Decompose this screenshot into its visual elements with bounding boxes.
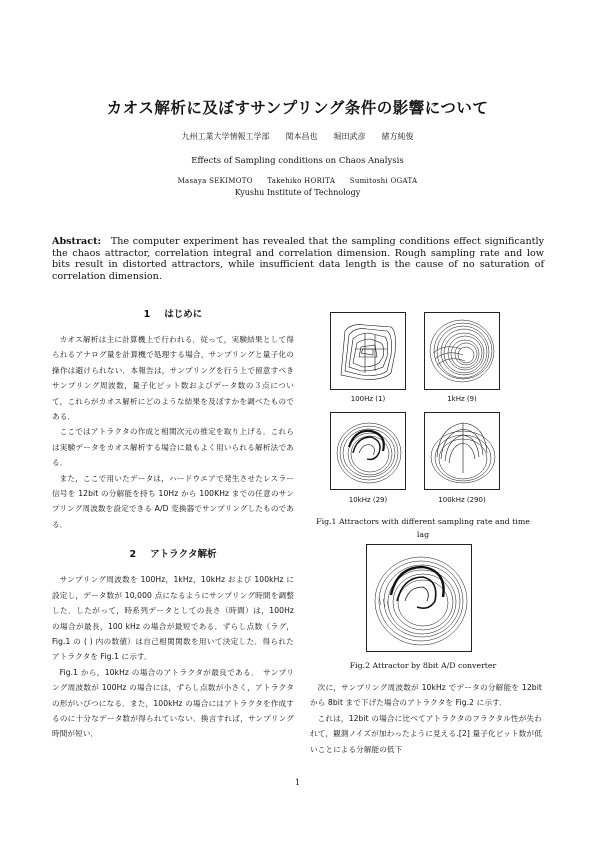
paragraph: ここではアトラクタの作成と相関次元の推定を取り上げる．これらは実験データをカオス解析する場合に最もよく用いられる解析法である． bbox=[52, 427, 294, 468]
attractor-8bit-icon bbox=[367, 545, 471, 651]
paper-title: カオス解析に及ぼすサンプリング条件の影響について bbox=[106, 99, 489, 117]
fig1-label: 10kHz (29) bbox=[348, 496, 388, 504]
section-2-body bbox=[52, 572, 294, 741]
figure-1-caption: Fig.1 Attractors with different sampling rate and time lag bbox=[316, 517, 530, 539]
paragraph: 次に，サンプリング周波数が 10kHz でデータの分解能を 12bit から 8bit まで下げた場合のアトラクタを Fig.2 に示す． bbox=[310, 683, 542, 708]
paragraph: Fig.1 から，10kHz の場合のアトラクタが最良である． サンプリング周波数が 100Hz の場合には，ずらし点数が小さく，アトラクタの形がいびつになる．また，100kHz の場合にはアトラクタを作成するのに十分なデータ数が得られていない．換言すれば，サンプリング時間が短い． bbox=[52, 667, 294, 739]
paragraph: カオス解析は主に計算機上で行われる．従って，実験結果として得られるアナログ量を計算機で処理する場合，サンプリングと量子化の操作は避けられない．本報告は，サンプリングを行う上で留意すべきサンプリング周波数，量子化ビット数およびデータ数の３点について，これらがカオス解析にどのような結果を及ぼすかを調べたものである． bbox=[52, 335, 294, 422]
japanese-authors: 九州工業大学情報工学部 関本昌也 堀田武彦 緒方純俊 bbox=[181, 132, 414, 141]
affiliation: Kyushu Institute of Technology bbox=[234, 188, 361, 197]
figure-2-plot bbox=[366, 544, 472, 652]
section-1-number: 1 bbox=[143, 309, 151, 320]
fig1-panel-100hz bbox=[330, 312, 406, 390]
left-column bbox=[52, 306, 294, 742]
abstract-label: Abstract: bbox=[52, 236, 102, 247]
section-1-title: はじめに bbox=[164, 309, 203, 320]
attractor-dense-icon bbox=[425, 313, 499, 389]
attractor-spiral-icon bbox=[331, 413, 405, 489]
english-title: Effects of Sampling conditions on Chaos Analysis bbox=[191, 156, 404, 166]
abstract bbox=[52, 236, 544, 282]
section-1-body bbox=[52, 332, 294, 532]
english-authors: Masaya SEKIMOTO Takehiko HORITA Sumitoshi OGATA bbox=[177, 177, 418, 185]
fig1-panel-10khz bbox=[330, 412, 406, 490]
attractor-distorted-icon bbox=[331, 313, 405, 389]
paragraph: サンプリング周波数を 100Hz，1kHz，10kHz および 100kHz に設定し，データ数が 10,000 点になるようにサンプリング時間を調整した．したがって，時系列データとしての長さ（時間）は，100Hz の場合が最長，100 kHz の場合が最短である．ずらし点数（ラグ，Fig.1 の ( ) 内の数値）は自己相関関数を用いて決定した．得られたアトラクタを Fig.1 に示す． bbox=[52, 575, 294, 662]
right-column-body bbox=[310, 680, 542, 757]
section-1-heading bbox=[52, 306, 294, 320]
section-2-title: アトラクタ解析 bbox=[150, 549, 217, 561]
fig1-panel-100khz bbox=[424, 412, 500, 490]
attractor-sparse-icon bbox=[425, 413, 499, 489]
fig1-label: 100kHz (290) bbox=[438, 496, 486, 504]
paragraph: これは，12bit の場合に比べてアトラクタのフラクタル性が失われて，観測ノイズが加わったように見える.[2] 量子化ビット数が低いことによる分解能の低下 bbox=[310, 713, 542, 754]
section-2-heading bbox=[52, 546, 294, 560]
section-2-number: 2 bbox=[129, 549, 137, 561]
figure-2-caption: Fig.2 Attractor by 8bit A/D converter bbox=[349, 661, 497, 670]
abstract-text: The computer experiment has revealed that the sampling conditions effect significantly the chaos attractor, correlation integral and correlation dimension. Rough sampling rate and low bits result in distorted attractors, while insufficient data length is the cause of no saturation of correlation dimension. bbox=[52, 236, 544, 282]
fig1-label: 100Hz (1) bbox=[350, 395, 386, 403]
fig1-label: 1kHz (9) bbox=[447, 395, 477, 403]
fig1-panel-1khz bbox=[424, 312, 500, 390]
page-number: 1 bbox=[294, 778, 301, 787]
paragraph: また，ここで用いたデータは，ハードウエアで発生させたレスラー信号を 12bit の分解能を持ち 10Hz から 100KHz までの任意のサンプリング周波数を設定できる A/D 変換器でサンプリングしたものである． bbox=[52, 473, 294, 529]
